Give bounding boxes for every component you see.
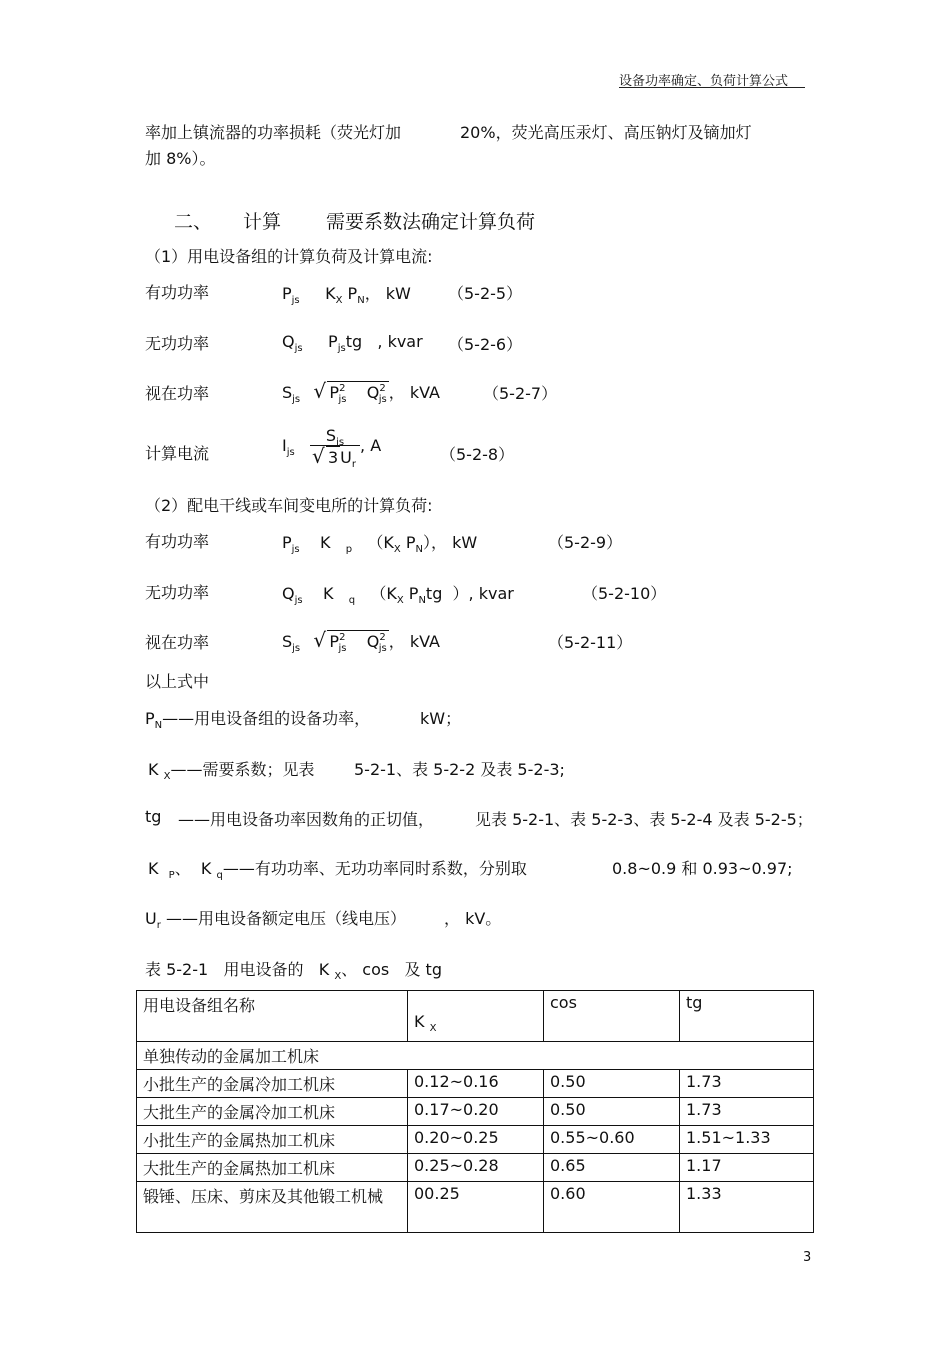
def-tg: ——用电设备功率因数角的正切值， [178, 810, 435, 829]
cell-tg: 1.33 [680, 1182, 814, 1233]
header-cell-kx: K $_X$ [408, 991, 544, 1042]
running-header: 设备功率确定、负荷计算公式 [619, 74, 789, 89]
intro-line-1b: 20%，荧光高压汞灯、高压钠灯及镝加灯 [460, 123, 752, 142]
cell-cos: 0.60 [544, 1182, 680, 1233]
header-cell-cos: cos [544, 991, 680, 1042]
cell-cos: 0.55~0.60 [544, 1126, 680, 1154]
def-pn: $P_N——$用电设备组的设备功率， [145, 709, 371, 731]
intro-line-1a: 率加上镇流器的功率损耗（荧光灯加 [145, 123, 402, 142]
eq7-formula: $S_{js}$ √ $P^2_{js}$ $Q^2_{js}$ ， kVA [282, 629, 440, 652]
eq4-number: （5-2-8） [440, 445, 515, 464]
page-number: 3 [803, 1250, 812, 1265]
cell-name: 大批生产的金属冷加工机床 [137, 1098, 408, 1126]
cell-name: 锻锤、压床、剪床及其他锻工机械 [137, 1182, 408, 1233]
section-cell: 单独传动的金属加工机床 [137, 1042, 814, 1070]
def-pn-unit: kW； [420, 709, 462, 728]
cell-tg: 1.73 [680, 1070, 814, 1098]
eq1-label: 有功功率 [145, 283, 210, 302]
table-section-row [137, 1042, 814, 1070]
eq2-label: 无功功率 [145, 334, 210, 353]
cell-kx: 0.25~0.28 [408, 1154, 544, 1182]
cell-tg: 1.73 [680, 1098, 814, 1126]
cell-cos: 0.50 [544, 1070, 680, 1098]
eq2-formula: $Q_{js}$ $P_{js}tg$ , kvar [282, 332, 423, 354]
sqrt-sign: √ $P^2_{js}$ $Q^2_{js}$ [315, 632, 388, 651]
eq1-number: （5-2-5） [448, 284, 523, 303]
table-row [137, 1126, 814, 1154]
where-label: 以上式中 [145, 672, 210, 691]
eq3-formula: $S_{js}$ √ $P^2_{js}$ $Q^2_{js}$ ， kVA [282, 380, 440, 403]
eq6-label: 无功功率 [145, 583, 210, 602]
cell-kx: 0.12~0.16 [408, 1070, 544, 1098]
section-number: 二、 [174, 211, 213, 233]
fraction: $S_{js}$ √ 3 $U_r$ [310, 426, 360, 467]
eq5-number: （5-2-9） [548, 533, 623, 552]
table-row [137, 1182, 814, 1233]
cell-cos: 0.50 [544, 1098, 680, 1126]
table-row [137, 1154, 814, 1182]
eq1-formula: $P_{js}$ $K_X$ $P_N$， kW [282, 284, 411, 306]
def-kx: K $_X$——需要系数；见表 [148, 760, 315, 782]
intro-line-2: 加 8%）。 [145, 149, 216, 168]
table-caption: 表 5-2-1 用电设备的 K $_X$、 cos 及 tg [145, 960, 442, 982]
eq6-formula: $Q_{js}$ K $_q$ （$K_X$ $P_Ntg$ ）, kvar [282, 584, 514, 606]
eq5-label: 有功功率 [145, 532, 210, 551]
eq4-label: 计算电流 [145, 444, 210, 463]
def-ur: $U_r$ ——用电设备额定电压（线电压） [145, 909, 406, 931]
def-kp-kq-range: 0.8~0.9 和 0.93~0.97; [612, 859, 793, 878]
def-kx-ref: 5-2-1、表 5-2-2 及表 5-2-3; [354, 760, 565, 779]
cell-kx: 0.17~0.20 [408, 1098, 544, 1126]
eq5-formula: $P_{js}$ K $_p$ （$K_X$ $P_N$）， kW [282, 533, 478, 555]
cell-tg: 1.17 [680, 1154, 814, 1182]
cell-name: 小批生产的金属冷加工机床 [137, 1070, 408, 1098]
def-ur-unit: ， kV。 [444, 909, 502, 928]
header-rule [619, 87, 805, 88]
def-tg-sym: tg [145, 807, 162, 826]
kx-cos-tg-table [136, 990, 814, 1233]
cell-name: 大批生产的金属热加工机床 [137, 1154, 408, 1182]
eq2-number: （5-2-6） [448, 335, 523, 354]
section-word: 计算 [243, 211, 282, 233]
header-cell-name: 用电设备组名称 [137, 991, 408, 1042]
section-title: 需要系数法确定计算负荷 [326, 211, 536, 233]
eq7-label: 视在功率 [145, 633, 210, 652]
eq4-formula: $I_{js}$ $S_{js}$ √ 3 $U_r$ , A [282, 426, 381, 467]
cell-name: 小批生产的金属热加工机床 [137, 1126, 408, 1154]
def-kp-kq: K $_P$、 K $_q$——有功功率、无功功率同时系数，分别取 [148, 859, 527, 881]
cell-kx: 0.20~0.25 [408, 1126, 544, 1154]
eq3-number: （5-2-7） [483, 384, 558, 403]
eq6-number: （5-2-10） [582, 584, 667, 603]
table-row [137, 1098, 814, 1126]
sqrt-sign: √ $P^2_{js}$ $Q^2_{js}$ [315, 383, 388, 402]
eq3-label: 视在功率 [145, 384, 210, 403]
def-tg-ref: 见表 5-2-1、表 5-2-3、表 5-2-4 及表 5-2-5； [475, 810, 813, 829]
table-row [137, 1070, 814, 1098]
cell-cos: 0.65 [544, 1154, 680, 1182]
table-header-row [137, 991, 814, 1042]
header-cell-tg: tg [680, 991, 814, 1042]
part2-heading: （2）配电干线或车间变电所的计算负荷: [145, 496, 433, 515]
cell-kx: 00.25 [408, 1182, 544, 1233]
eq7-number: （5-2-11） [548, 633, 633, 652]
part1-heading: （1）用电设备组的计算负荷及计算电流: [145, 247, 433, 266]
cell-tg: 1.51~1.33 [680, 1126, 814, 1154]
